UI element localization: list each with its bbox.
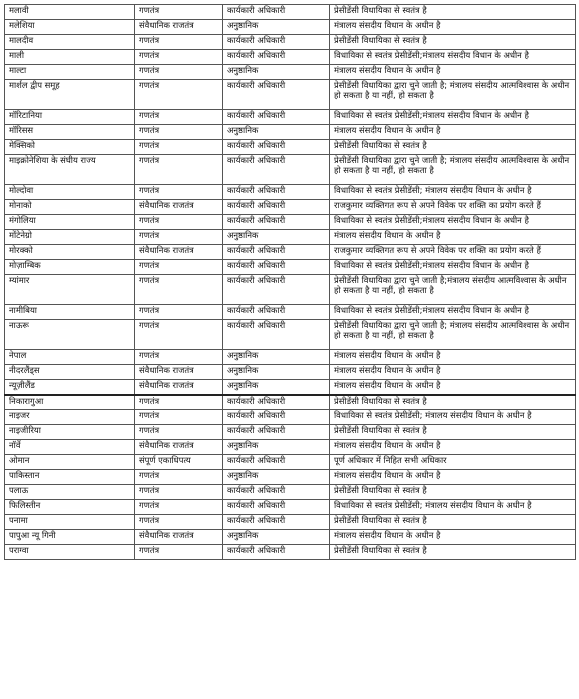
country-cell: पराग्वा xyxy=(5,545,135,560)
head-of-state-role-cell: कार्यकारी अधिकारी xyxy=(223,80,330,110)
head-of-state-role-cell: अनुष्ठानिक xyxy=(223,350,330,365)
government-type-cell: गणतंत्र xyxy=(135,80,223,110)
government-type-cell: गणतंत्र xyxy=(135,350,223,365)
country-cell: मलावी xyxy=(5,5,135,20)
government-type-cell: गणतंत्र xyxy=(135,65,223,80)
government-type-cell: गणतंत्र xyxy=(135,50,223,65)
government-systems-table xyxy=(4,4,576,560)
country-cell: मोनाको xyxy=(5,200,135,215)
executive-relation-cell: विधायिका से स्वतंत्र प्रेसीडेंसी;मंत्रालय संसदीय विधान के अधीन है xyxy=(330,110,576,125)
table-row xyxy=(5,350,576,365)
country-cell: नेपाल xyxy=(5,350,135,365)
executive-relation-cell: विधायिका से स्वतंत्र प्रेसीडेंसी;मंत्रालय संसदीय विधान के अधीन है xyxy=(330,50,576,65)
table-row xyxy=(5,50,576,65)
executive-relation-cell: प्रेसीडेंसी विधायिका से स्वतंत्र है xyxy=(330,140,576,155)
country-cell: माइक्रोनेशिया के संघीय राज्य xyxy=(5,155,135,185)
government-type-cell: गणतंत्र xyxy=(135,185,223,200)
government-type-cell: गणतंत्र xyxy=(135,320,223,350)
head-of-state-role-cell: कार्यकारी अधिकारी xyxy=(223,320,330,350)
country-cell: ओमान xyxy=(5,455,135,470)
head-of-state-role-cell: कार्यकारी अधिकारी xyxy=(223,305,330,320)
table-row xyxy=(5,320,576,350)
executive-relation-cell: मंत्रालय संसदीय विधान के अधीन है xyxy=(330,350,576,365)
executive-relation-cell: राजकुमार व्यक्तिगत रूप से अपने विवेक पर शक्ति का प्रयोग करते हैं xyxy=(330,245,576,260)
table-row xyxy=(5,155,576,185)
table-row xyxy=(5,410,576,425)
table-row xyxy=(5,260,576,275)
head-of-state-role-cell: कार्यकारी अधिकारी xyxy=(223,545,330,560)
head-of-state-role-cell: कार्यकारी अधिकारी xyxy=(223,395,330,410)
head-of-state-role-cell: कार्यकारी अधिकारी xyxy=(223,245,330,260)
executive-relation-cell: मंत्रालय संसदीय विधान के अधीन है xyxy=(330,470,576,485)
country-cell: निकारागुआ xyxy=(5,395,135,410)
government-type-cell: गणतंत्र xyxy=(135,470,223,485)
head-of-state-role-cell: कार्यकारी अधिकारी xyxy=(223,275,330,305)
executive-relation-cell: विधायिका से स्वतंत्र प्रेसीडेंसी;मंत्रालय संसदीय विधान के अधीन है xyxy=(330,260,576,275)
executive-relation-cell: विधायिका से स्वतंत्र प्रेसीडेंसी; मंत्रालय संसदीय विधान के अधीन है xyxy=(330,185,576,200)
executive-relation-cell: प्रेसीडेंसी विधायिका से स्वतंत्र है xyxy=(330,35,576,50)
executive-relation-cell: प्रेसीडेंसी विधायिका द्वारा चुने जाती है; मंत्रालय संसदीय आत्मविश्वास के अधीन हो सकता है या नहीं, हो सकता है xyxy=(330,155,576,185)
country-cell: नॉर्वे xyxy=(5,440,135,455)
government-type-cell: गणतंत्र xyxy=(135,155,223,185)
table-row xyxy=(5,425,576,440)
head-of-state-role-cell: कार्यकारी अधिकारी xyxy=(223,215,330,230)
table-row xyxy=(5,485,576,500)
country-cell: न्यूज़ीलैंड xyxy=(5,380,135,395)
executive-relation-cell: मंत्रालय संसदीय विधान के अधीन है xyxy=(330,365,576,380)
country-cell: मेक्सिको xyxy=(5,140,135,155)
country-cell: नीदरलैंड्स xyxy=(5,365,135,380)
government-type-cell: संवैधानिक राजतंत्र xyxy=(135,530,223,545)
country-cell: मोल्दोवा xyxy=(5,185,135,200)
executive-relation-cell: प्रेसीडेंसी विधायिका से स्वतंत्र है xyxy=(330,425,576,440)
executive-relation-cell: प्रेसीडेंसी विधायिका से स्वतंत्र है xyxy=(330,5,576,20)
executive-relation-cell: मंत्रालय संसदीय विधान के अधीन है xyxy=(330,20,576,35)
table-row xyxy=(5,275,576,305)
government-type-cell: गणतंत्र xyxy=(135,410,223,425)
government-type-cell: गणतंत्र xyxy=(135,305,223,320)
executive-relation-cell: मंत्रालय संसदीय विधान के अधीन है xyxy=(330,380,576,395)
head-of-state-role-cell: कार्यकारी अधिकारी xyxy=(223,155,330,185)
country-cell: पापुआ न्यू गिनी xyxy=(5,530,135,545)
head-of-state-role-cell: अनुष्ठानिक xyxy=(223,365,330,380)
country-cell: पनामा xyxy=(5,515,135,530)
government-type-cell: गणतंत्र xyxy=(135,500,223,515)
head-of-state-role-cell: कार्यकारी अधिकारी xyxy=(223,485,330,500)
government-type-cell: गणतंत्र xyxy=(135,140,223,155)
executive-relation-cell: मंत्रालय संसदीय विधान के अधीन है xyxy=(330,125,576,140)
country-cell: नाइजीरिया xyxy=(5,425,135,440)
table-row xyxy=(5,515,576,530)
government-type-cell: गणतंत्र xyxy=(135,515,223,530)
executive-relation-cell: विधायिका से स्वतंत्र प्रेसीडेंसी; मंत्रालय संसदीय विधान के अधीन है xyxy=(330,500,576,515)
table-row xyxy=(5,5,576,20)
table-body xyxy=(5,5,576,560)
executive-relation-cell: प्रेसीडेंसी विधायिका से स्वतंत्र है xyxy=(330,485,576,500)
table-row xyxy=(5,440,576,455)
executive-relation-cell: विधायिका से स्वतंत्र प्रेसीडेंसी;मंत्रालय संसदीय विधान के अधीन है xyxy=(330,305,576,320)
head-of-state-role-cell: अनुष्ठानिक xyxy=(223,125,330,140)
executive-relation-cell: प्रेसीडेंसी विधायिका द्वारा चुने जाती है;मंत्रालय संसदीय आत्मविश्वास के अधीन हो सकता है या नहीं, हो सकता है xyxy=(330,275,576,305)
head-of-state-role-cell: अनुष्ठानिक xyxy=(223,530,330,545)
table-row xyxy=(5,365,576,380)
table-row xyxy=(5,470,576,485)
table-row xyxy=(5,380,576,395)
country-cell: मार्शल द्वीप समूह xyxy=(5,80,135,110)
head-of-state-role-cell: कार्यकारी अधिकारी xyxy=(223,515,330,530)
table-row xyxy=(5,35,576,50)
head-of-state-role-cell: कार्यकारी अधिकारी xyxy=(223,410,330,425)
country-cell: म्यांमार xyxy=(5,275,135,305)
table-row xyxy=(5,455,576,470)
table-row xyxy=(5,125,576,140)
government-type-cell: संवैधानिक राजतंत्र xyxy=(135,365,223,380)
head-of-state-role-cell: कार्यकारी अधिकारी xyxy=(223,185,330,200)
executive-relation-cell: मंत्रालय संसदीय विधान के अधीन है xyxy=(330,230,576,245)
government-type-cell: संवैधानिक राजतंत्र xyxy=(135,20,223,35)
table-row xyxy=(5,140,576,155)
government-type-cell: संवैधानिक राजतंत्र xyxy=(135,245,223,260)
government-type-cell: गणतंत्र xyxy=(135,485,223,500)
government-type-cell: संवैधानिक राजतंत्र xyxy=(135,440,223,455)
executive-relation-cell: मंत्रालय संसदीय विधान के अधीन है xyxy=(330,65,576,80)
executive-relation-cell: प्रेसीडेंसी विधायिका से स्वतंत्र है xyxy=(330,395,576,410)
country-cell: मोरक्को xyxy=(5,245,135,260)
executive-relation-cell: प्रेसीडेंसी विधायिका द्वारा चुने जाती है; मंत्रालय संसदीय आत्मविश्वास के अधीन हो सकता है या नहीं, हो सकता है xyxy=(330,320,576,350)
country-cell: मॉरिटानिया xyxy=(5,110,135,125)
table-row xyxy=(5,110,576,125)
executive-relation-cell: राजकुमार व्यक्तिगत रूप से अपने विवेक पर शक्ति का प्रयोग करते हैं xyxy=(330,200,576,215)
country-cell: माल्टा xyxy=(5,65,135,80)
table-row xyxy=(5,305,576,320)
table-row xyxy=(5,245,576,260)
country-cell: मोज़ाम्बिक xyxy=(5,260,135,275)
country-cell: फिलिस्तीन xyxy=(5,500,135,515)
government-type-cell: गणतंत्र xyxy=(135,395,223,410)
table-row xyxy=(5,65,576,80)
head-of-state-role-cell: कार्यकारी अधिकारी xyxy=(223,425,330,440)
table-row xyxy=(5,395,576,410)
country-cell: मॉरिसस xyxy=(5,125,135,140)
executive-relation-cell: विधायिका से स्वतंत्र प्रेसीडेंसी;मंत्रालय संसदीय विधान के अधीन है xyxy=(330,215,576,230)
country-cell: मोंटेनेग्रो xyxy=(5,230,135,245)
government-type-cell: गणतंत्र xyxy=(135,230,223,245)
government-type-cell: गणतंत्र xyxy=(135,110,223,125)
head-of-state-role-cell: कार्यकारी अधिकारी xyxy=(223,35,330,50)
executive-relation-cell: प्रेसीडेंसी विधायिका से स्वतंत्र है xyxy=(330,545,576,560)
country-cell: पाकिस्तान xyxy=(5,470,135,485)
executive-relation-cell: विधायिका से स्वतंत्र प्रेसीडेंसी; मंत्रालय संसदीय विधान के अधीन है xyxy=(330,410,576,425)
head-of-state-role-cell: अनुष्ठानिक xyxy=(223,230,330,245)
head-of-state-role-cell: कार्यकारी अधिकारी xyxy=(223,5,330,20)
head-of-state-role-cell: कार्यकारी अधिकारी xyxy=(223,140,330,155)
government-type-cell: गणतंत्र xyxy=(135,125,223,140)
government-type-cell: संपूर्ण एकाधिपत्य xyxy=(135,455,223,470)
government-type-cell: संवैधानिक राजतंत्र xyxy=(135,380,223,395)
head-of-state-role-cell: अनुष्ठानिक xyxy=(223,440,330,455)
government-type-cell: गणतंत्र xyxy=(135,260,223,275)
table-row xyxy=(5,185,576,200)
table-row xyxy=(5,20,576,35)
country-cell: नामीबिया xyxy=(5,305,135,320)
government-type-cell: गणतंत्र xyxy=(135,35,223,50)
government-type-cell: गणतंत्र xyxy=(135,275,223,305)
executive-relation-cell: प्रेसीडेंसी विधायिका द्वारा चुने जाती है; मंत्रालय संसदीय आत्मविश्वास के अधीन हो सकता है या नहीं, हो सकता है xyxy=(330,80,576,110)
government-type-cell: गणतंत्र xyxy=(135,5,223,20)
head-of-state-role-cell: कार्यकारी अधिकारी xyxy=(223,260,330,275)
table-row xyxy=(5,500,576,515)
government-type-cell: गणतंत्र xyxy=(135,545,223,560)
head-of-state-role-cell: अनुष्ठानिक xyxy=(223,380,330,395)
head-of-state-role-cell: अनुष्ठानिक xyxy=(223,65,330,80)
executive-relation-cell: पूर्ण अधिकार में निहित सभी अधिकार xyxy=(330,455,576,470)
country-cell: नाइजर xyxy=(5,410,135,425)
country-cell: मलेशिया xyxy=(5,20,135,35)
country-cell: मंगोलिया xyxy=(5,215,135,230)
table-row xyxy=(5,545,576,560)
table-row xyxy=(5,230,576,245)
executive-relation-cell: प्रेसीडेंसी विधायिका से स्वतंत्र है xyxy=(330,515,576,530)
executive-relation-cell: मंत्रालय संसदीय विधान के अधीन है xyxy=(330,440,576,455)
table-row xyxy=(5,200,576,215)
head-of-state-role-cell: कार्यकारी अधिकारी xyxy=(223,50,330,65)
executive-relation-cell: मंत्रालय संसदीय विधान के अधीन है xyxy=(330,530,576,545)
country-cell: नाऊरू xyxy=(5,320,135,350)
government-type-cell: संवैधानिक राजतंत्र xyxy=(135,200,223,215)
country-cell: पलाऊ xyxy=(5,485,135,500)
country-cell: माली xyxy=(5,50,135,65)
government-type-cell: गणतंत्र xyxy=(135,425,223,440)
government-type-cell: गणतंत्र xyxy=(135,215,223,230)
table-row xyxy=(5,80,576,110)
head-of-state-role-cell: अनुष्ठानिक xyxy=(223,20,330,35)
head-of-state-role-cell: अनुष्ठानिक xyxy=(223,470,330,485)
head-of-state-role-cell: कार्यकारी अधिकारी xyxy=(223,110,330,125)
head-of-state-role-cell: कार्यकारी अधिकारी xyxy=(223,200,330,215)
country-cell: मालदीव xyxy=(5,35,135,50)
head-of-state-role-cell: कार्यकारी अधिकारी xyxy=(223,500,330,515)
table-row xyxy=(5,530,576,545)
table-row xyxy=(5,215,576,230)
head-of-state-role-cell: कार्यकारी अधिकारी xyxy=(223,455,330,470)
